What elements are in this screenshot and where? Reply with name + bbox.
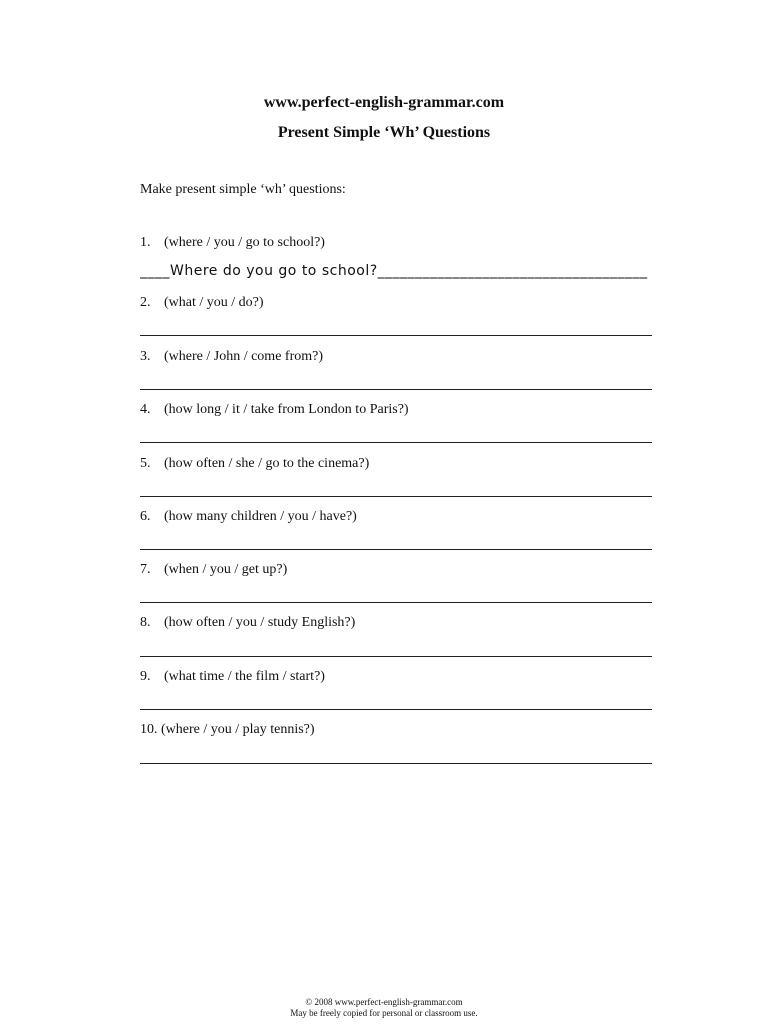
exercise-item-8 — [140, 615, 652, 631]
exercise-item-6 — [140, 509, 652, 525]
answer-line[interactable] — [140, 335, 652, 336]
answer-line[interactable] — [140, 496, 652, 497]
answer-line[interactable] — [140, 602, 652, 603]
exercise-prompt: (where / you / play tennis?) — [161, 722, 315, 737]
exercise-item-2 — [140, 295, 652, 311]
exercise-item-10 — [140, 722, 652, 738]
exercise-prompt: (how long / it / take from London to Paris?) — [164, 402, 409, 417]
exercise-prompt: (where / you / go to school?) — [164, 235, 325, 250]
exercise-prompt: (what / you / do?) — [164, 295, 264, 310]
exercise-number: 9. — [140, 669, 151, 684]
exercise-number: 7. — [140, 562, 151, 577]
exercise-item-7 — [140, 562, 652, 578]
exercise-prompt: (when / you / get up?) — [164, 562, 288, 577]
exercise-number: 10. — [140, 722, 158, 737]
page-title: Present Simple ‘Wh’ Questions — [277, 124, 491, 141]
answer-line[interactable] — [140, 389, 652, 390]
exercise-number: 3. — [140, 349, 151, 364]
site-url: www.perfect-english-grammar.com — [263, 94, 505, 111]
exercise-prompt: (how often / you / study English?) — [164, 615, 356, 630]
exercise-item-9 — [140, 669, 652, 685]
answer-line[interactable] — [140, 442, 652, 443]
exercise-number: 6. — [140, 509, 151, 524]
page-footer — [0, 997, 768, 1019]
exercise-number: 8. — [140, 615, 151, 630]
footer-permission: May be freely copied for personal or classroom use. — [290, 1008, 478, 1018]
exercise-prompt: (what time / the film / start?) — [164, 669, 325, 684]
exercise-number: 1. — [140, 235, 151, 250]
answer-example-text: ____Where do you go to school?____________________________________ — [140, 263, 648, 279]
exercise-number: 4. — [140, 402, 151, 417]
exercise-item-1 — [140, 235, 652, 279]
answer-line[interactable] — [140, 763, 652, 764]
answer-line[interactable] — [140, 549, 652, 550]
exercise-number: 2. — [140, 295, 151, 310]
instruction-text: Make present simple ‘wh’ questions: — [140, 182, 346, 197]
exercise-prompt: (how many children / you / have?) — [164, 509, 357, 524]
exercise-item-4 — [140, 402, 652, 418]
exercise-item-3 — [140, 349, 652, 365]
exercise-prompt: (where / John / come from?) — [164, 349, 323, 364]
exercise-item-5 — [140, 456, 652, 472]
exercise-prompt: (how often / she / go to the cinema?) — [164, 456, 370, 471]
exercise-number: 5. — [140, 456, 151, 471]
answer-line[interactable] — [140, 709, 652, 710]
answer-line[interactable] — [140, 656, 652, 657]
footer-copyright: © 2008 www.perfect-english-grammar.com — [305, 997, 463, 1007]
